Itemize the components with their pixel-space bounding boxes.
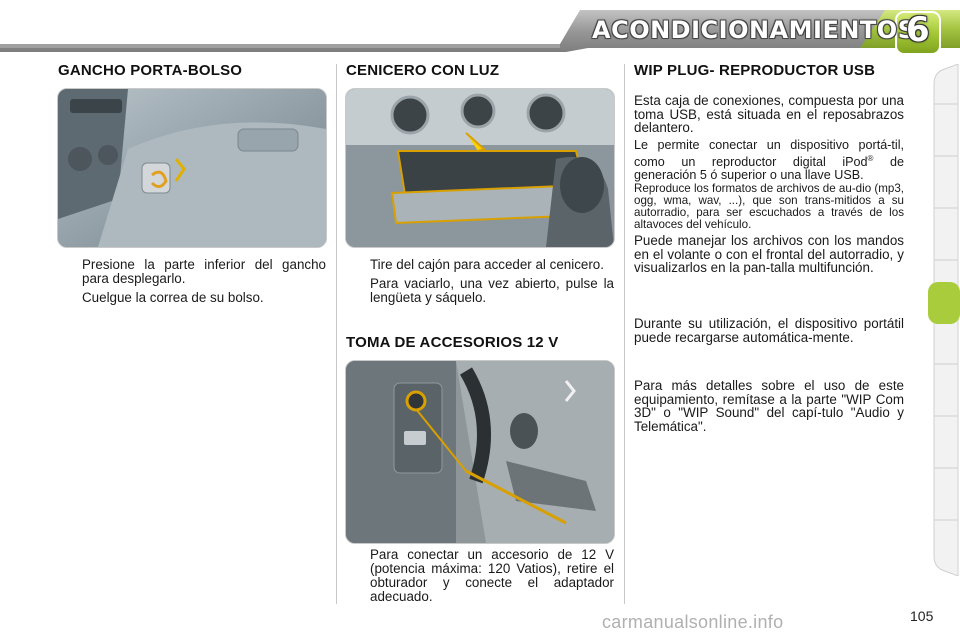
column-divider-left [336,64,337,604]
chapter-title: ACONDICIONAMIENTOS [592,16,916,44]
column-divider-right [624,64,625,604]
photo-12v-socket [345,360,615,544]
photo-bag-hook [57,88,327,248]
wip-paragraph-5: Durante su utilización, el dispositivo portátil puede recargarse automática-mente. [634,316,904,345]
list-item: Cuelgue la correa de su bolso. [82,290,264,305]
wip-paragraph-6: Para más detalles sobre el uso de este equipamiento, remítase a la parte "WIP Com 3D" o "WIP Sound" del capí-tulo "Audio y Telemática". [634,378,904,434]
section-title-cenicero: CENICERO CON LUZ [346,62,500,79]
gancho-instructions [58,258,326,310]
wip-paragraph-4: Puede manejar los archivos con los mandos en el volante o con el frontal del autorradio, y visualizarlos en la pan-talla multifunción. [634,233,904,275]
photo-ashtray [345,88,615,248]
toma-instructions [346,548,614,609]
side-chapter-tabs [928,64,960,576]
list-item: Para vaciarlo, una vez abierto, pulse la lengüeta y sáquelo. [370,276,614,305]
section-title-toma: TOMA DE ACCESORIOS 12 V [346,334,559,351]
cenicero-instructions [346,258,614,310]
section-title-wip: WIP PLUG- REPRODUCTOR USB [634,62,876,79]
chapter-number: 6 [906,10,930,50]
list-item: Tire del cajón para acceder al cenicero. [370,257,604,272]
wip-paragraph-2: Le permite conectar un dispositivo portá-til, como un reproductor digital iPod® de generación 5 ó superior o una llave USB. [634,138,904,183]
page-number: 105 [910,608,934,624]
wip-paragraph-1: Esta caja de conexiones, compuesta por una toma USB, está situada en el reposabrazos delantero. [634,93,904,135]
header-band [0,0,960,58]
list-item: Presione la parte inferior del gancho para desplegarlo. [82,257,326,286]
watermark: carmanualsonline.info [602,612,784,632]
section-title-gancho: GANCHO PORTA-BOLSO [58,62,243,79]
list-item: Para conectar un accesorio de 12 V (potencia máxima: 120 Vatios), retire el obturador y conecte el adaptador adecuado. [370,547,614,604]
wip-paragraph-3: Reproduce los formatos de archivos de au-dio (mp3, ogg, wma, wav, ...), que son trans-mitidos a su autorradio, para ser escuchados a través de los altavoces del vehículo. [634,182,905,231]
